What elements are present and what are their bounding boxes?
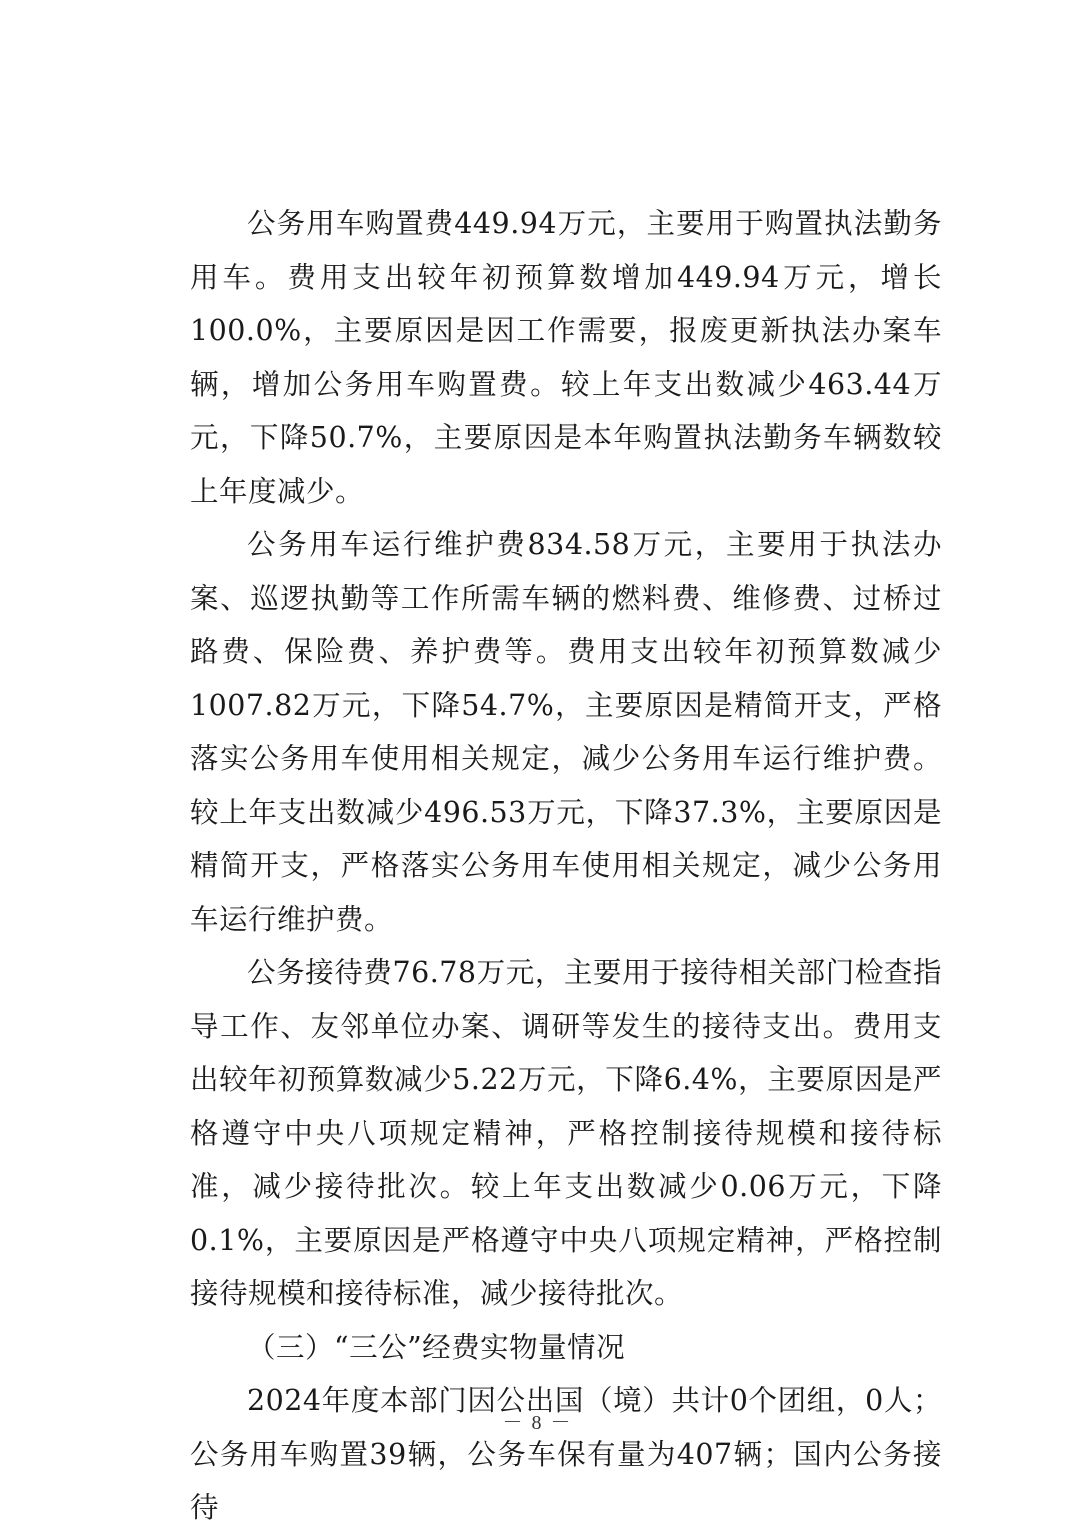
paragraph-physical-quantity: 2024年度本部门因公出国（境）共计0个团组，0人；公务用车购置39辆，公务车保有量为407辆；国内公务接待 <box>190 1384 942 1524</box>
paragraph-reception: 公务接待费76.78万元，主要用于接待相关部门检查指导工作、友邻单位办案、调研等发生的接待支出。费用支出较年初预算数减少5.22万元，下降6.4%，主要原因是严格遵守中央八项规定精神，严格控制接待规模和接待标准，减少接待批次。较上年支出数减少0.06万元，下降0.1%，主要原因是严格遵守中央八项规定精神，严格控制接待规模和接待标准，减少接待批次。 <box>190 956 942 1310</box>
section-heading: （三）“三公”经费实物量情况 <box>247 1330 626 1364</box>
paragraph-vehicle-maintenance: 公务用车运行维护费834.58万元，主要用于执法办案、巡逻执勤等工作所需车辆的燃料费、维修费、过桥过路费、保险费、养护费等。费用支出较年初预算数减少1007.82万元，下降54.7%，主要原因是精简开支，严格落实公务用车使用相关规定，减少公务用车运行维护费。较上年支出数减少496.53万元，下降37.3%，主要原因是精简开支，严格落实公务用车使用相关规定，减少公务用车运行维护费。 <box>190 528 942 936</box>
paragraph-vehicle-purchase: 公务用车购置费449.94万元，主要用于购置执法勤务用车。费用支出较年初预算数增加449.94万元，增长100.0%，主要原因是因工作需要，报废更新执法办案车辆，增加公务用车购置费。较上年支出数减少463.44万元，下降50.7%，主要原因是本年购置执法勤务车辆数较上年度减少。 <box>190 207 942 508</box>
page-number: － 8 － <box>502 1412 573 1434</box>
document-body <box>190 197 942 1535</box>
